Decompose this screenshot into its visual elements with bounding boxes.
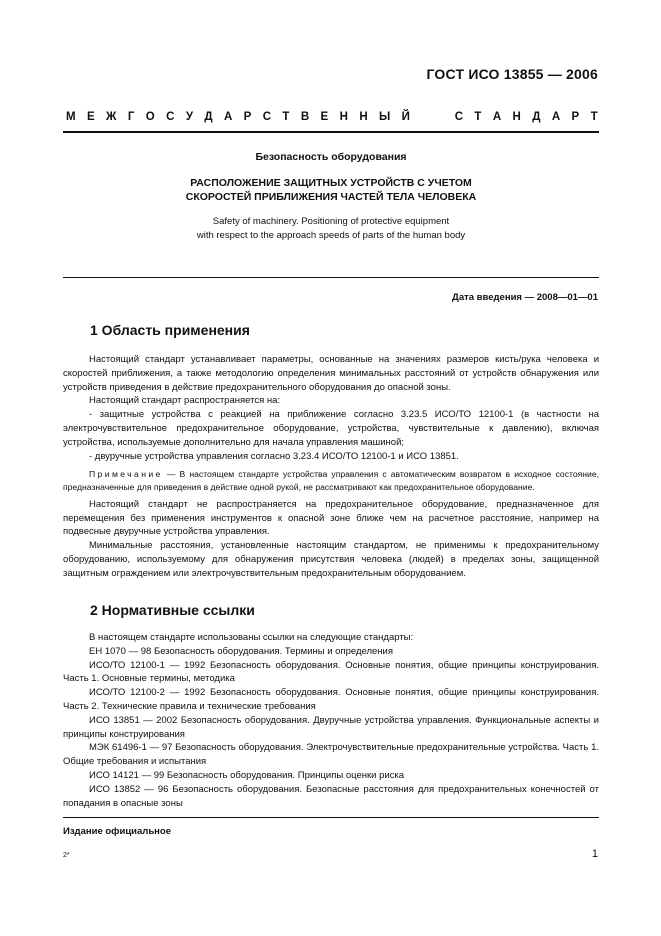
english-title-line2: with respect to the approach speeds of parts of the human body: [196, 230, 466, 241]
heading-letter: Е: [86, 111, 95, 123]
reference-item: ИСО/ТО 12100-1 — 1992 Безопасность оборудования. Основные понятия, общие принципы конструирования. Часть 1. Основные термины, методика: [63, 659, 599, 685]
section2-intro: В настоящем стандарте использованы ссылки на следующие стандарты:: [89, 632, 414, 643]
section2-body: [63, 631, 599, 810]
heading-letter: С: [166, 111, 175, 123]
standard-type-heading: [66, 111, 598, 123]
section1-paragraph: - защитные устройства с реакцией на приближение согласно 3.23.5 ИСО/ТО 12100-1 (в частности на электрочувствительное предохранительное оборудование, устройства, чувствительные к давлению), включая устройства, используемые дополнительно для начала управления машиной;: [63, 409, 599, 448]
top-rule: [63, 131, 599, 133]
heading-letter: Е: [320, 111, 329, 123]
document-topic: Безопасность оборудования: [255, 151, 407, 163]
standard-code: ГОСТ ИСО 13855 — 2006: [426, 66, 598, 82]
footer-rule: [63, 817, 599, 818]
page-number: 1: [591, 848, 598, 860]
reference-item: ИСО 13851 — 2002 Безопасность оборудования. Двуручные устройства управления. Функциональные аспекты и принципы конструирования: [63, 714, 599, 740]
heading-letter: Р: [243, 111, 252, 123]
heading-letter: Г: [127, 111, 135, 123]
heading-letter: С: [454, 111, 464, 123]
heading-letter: Р: [571, 111, 580, 123]
heading-letter: В: [300, 111, 310, 123]
introduction-date: Дата введения — 2008—01—01: [452, 292, 598, 303]
section1-heading: 1 Область применения: [90, 322, 250, 338]
heading-letter: М: [66, 111, 76, 123]
section1-note: [63, 468, 599, 492]
heading-gap: [421, 111, 443, 123]
section1-body: [63, 353, 599, 581]
section1-paragraph: Настоящий стандарт устанавливает параметры, основанные на значениях размеров кисть/рука человека и скоростей приближения, а также методологию определения минимальных расстояний от устройств обнаружения или устройств приведения в действие предохранительного оборудования до опасной зоны.: [63, 354, 599, 393]
heading-letter: Т: [282, 111, 290, 123]
note-text: — В настоящем стандарте устройства управления с автоматическим возвратом в исходное состояние, предназначенные для приведения в действие одной рукой, не рассматривают как предохранительное оборудование.: [63, 469, 599, 492]
heading-letter: А: [492, 111, 502, 123]
document-title-line2: СКОРОСТЕЙ ПРИБЛИЖЕНИЯ ЧАСТЕЙ ТЕЛА ЧЕЛОВЕКА: [185, 191, 477, 203]
heading-letter: Ж: [106, 111, 117, 123]
section1-paragraph: - двуручные устройства управления согласно 3.23.4 ИСО/ТО 12100-1 и ИСО 13851.: [89, 450, 459, 462]
official-edition-label: Издание официальное: [63, 826, 171, 837]
section2-heading: 2 Нормативные ссылки: [90, 602, 255, 618]
reference-item: МЭК 61496-1 — 97 Безопасность оборудования. Электрочувствительные предохранительные устройства. Часть 1. Общие требования и испытания: [63, 742, 599, 768]
heading-letter: Н: [339, 111, 348, 123]
reference-item: ИСО 14121 — 99 Безопасность оборудования. Принципы оценки риска: [89, 769, 405, 781]
heading-letter: Н: [512, 111, 521, 123]
heading-letter: Й: [401, 111, 410, 123]
note-label: Примечание: [89, 469, 163, 480]
reference-item: ЕН 1070 — 98 Безопасность оборудования. Термины и определения: [89, 645, 393, 657]
heading-letter: Т: [590, 111, 598, 123]
signature-mark: 2*: [63, 852, 70, 859]
heading-letter: Ы: [379, 111, 391, 123]
heading-letter: А: [551, 111, 561, 123]
document-title: [63, 176, 599, 204]
reference-item: ИСО 13852 — 96 Безопасность оборудования. Безопасные расстояния для предохранительных конечностей от попадания в опасные зоны: [63, 783, 599, 809]
heading-letter: Н: [359, 111, 368, 123]
section1-paragraph: Минимальные расстояния, установленные настоящим стандартом, не применимы к предохранительному оборудованию, используемому для обнаружения присутствия человека (людей) в пределах зоны, защищенной защитным ограждением или электрочувствительным предохранительным оборудованием.: [63, 540, 599, 579]
english-title-line1: Safety of machinery. Positioning of protective equipment: [212, 216, 450, 227]
document-title-line1: РАСПОЛОЖЕНИЕ ЗАЩИТНЫХ УСТРОЙСТВ С УЧЕТОМ: [190, 177, 472, 189]
heading-letter: Т: [474, 111, 482, 123]
reference-item: ИСО/ТО 12100-2 — 1992 Безопасность оборудования. Основные понятия, общие принципы конструирования. Часть 2. Технические правила и технические требования: [63, 687, 599, 712]
heading-letter: А: [223, 111, 233, 123]
heading-letter: Д: [532, 111, 541, 123]
heading-letter: О: [145, 111, 155, 123]
heading-letter: У: [185, 111, 193, 123]
section1-paragraph: Настоящий стандарт распространяется на:: [89, 395, 281, 407]
section1-paragraph: Настоящий стандарт не распространяется на предохранительное оборудование, предназначенное для перемещения без применения инструментов к опасной зоне ближе чем на расчетное расстояние, например на подвесные двуручные устройства управления.: [63, 498, 599, 538]
title-rule: [63, 277, 599, 278]
english-title: [63, 215, 599, 243]
heading-letter: С: [262, 111, 272, 123]
heading-letter: Д: [204, 111, 213, 123]
